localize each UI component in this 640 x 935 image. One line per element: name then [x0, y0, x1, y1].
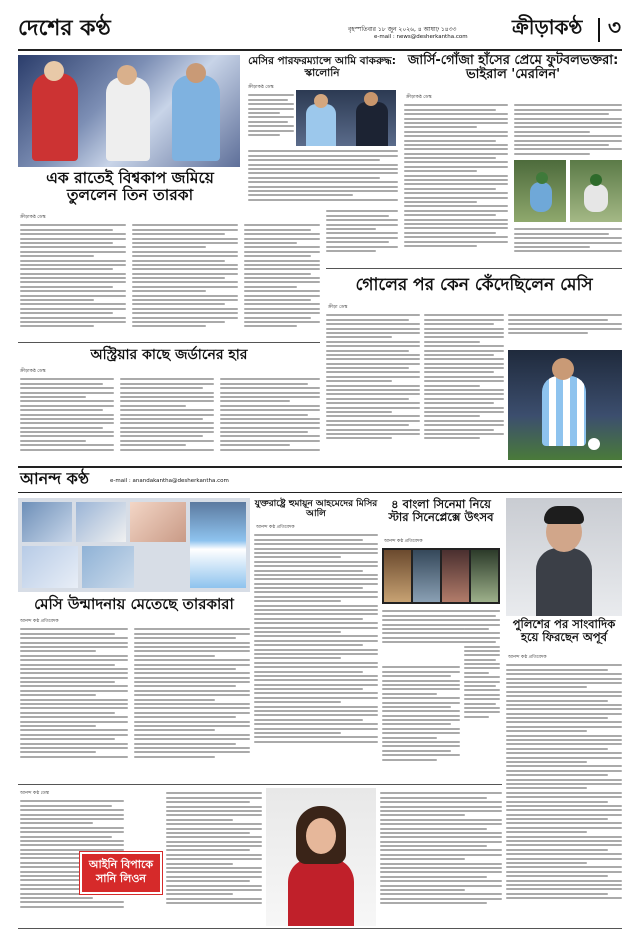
- ent-story5-photo: [266, 788, 376, 926]
- story5-body-col1: [20, 376, 114, 460]
- ent-story4-headline: পুলিশের পর সাংবাদিক হয়ে ফিরছেন অপূর্ব: [512, 617, 616, 644]
- story3-photo-1: [514, 160, 566, 222]
- ent-story1-photo: [18, 498, 250, 592]
- story4-headline: গোলের পর কেন কেঁদেছিলেন মেসি: [355, 275, 593, 295]
- story5-top-rule: [18, 342, 320, 343]
- story3-body-col3: [514, 226, 622, 264]
- ent-story1-body-col1: [20, 626, 128, 778]
- ent-story2-byline: আনন্দ কণ্ঠ প্রতিবেদক: [256, 525, 295, 530]
- ent-email: e-mail : anandakantha@desherkantha.com: [110, 478, 229, 484]
- story3-byline: ক্রীড়াকণ্ঠ ডেস্ক: [406, 95, 432, 100]
- story4-photo: [508, 350, 622, 460]
- ent-story3-byline: আনন্দ কণ্ঠ প্রতিবেদক: [384, 539, 423, 544]
- ent-top-rule: [18, 466, 622, 468]
- ent-story1-body-col2: [134, 626, 250, 778]
- page-number: ৩: [608, 15, 622, 39]
- header-rule: [18, 49, 622, 51]
- story4-body-col3: [508, 312, 622, 346]
- ent-story5-title: আইনি বিপাকে সানি লিওন: [88, 858, 154, 885]
- header-date: বৃহস্পতিবার ১৮ জুন ২০২৬, ৪ আষাঢ় ১৪৩৩: [348, 26, 457, 33]
- story3-photo-2: [570, 160, 622, 222]
- story5-body-col2: [120, 376, 214, 460]
- story4-body-col1: [326, 312, 420, 458]
- header-email: e-mail : news@desherkantha.com: [374, 34, 468, 40]
- story4-top-rule: [326, 268, 622, 269]
- ent-bottom-section-rule: [18, 784, 502, 785]
- ent-story4-body: [506, 662, 622, 924]
- ent-story1-headline: মেসি উন্মাদনায় মেতেছে তারকারা: [34, 595, 234, 613]
- ent-story3-body-col3: [464, 608, 500, 778]
- story2-headline: মেসির পারফরম্যান্সে আমি বাকরুদ্ধ: স্কালোনি: [248, 55, 396, 79]
- story2-byline: ক্রীড়াকণ্ঠ ডেস্ক: [248, 85, 274, 90]
- story3-body-col2: [514, 102, 622, 162]
- ent-story2-headline: যুক্তরাষ্ট্রে হুমায়ূন আহমেদের মিসির আলি: [254, 499, 378, 519]
- ent-story5-title-box: [80, 852, 162, 894]
- story2-photo: [296, 90, 396, 146]
- masthead-logo: দেশের কণ্ঠ: [18, 15, 111, 41]
- ent-bottom-rule: [18, 492, 622, 493]
- story1-byline: ক্রীড়াকণ্ঠ ডেস্ক: [20, 215, 46, 220]
- ent-story3-headline: ৪ বাংলা সিনেমা নিয়ে স্টার সিনেপ্লেক্সে উৎসব: [388, 497, 494, 524]
- story4-body-col2: [424, 312, 504, 458]
- story1-body-col3: [244, 222, 320, 338]
- header-divider: [598, 18, 600, 42]
- story1-body-col2: [132, 222, 238, 338]
- ent-section-title: আনন্দ কণ্ঠ: [20, 469, 89, 488]
- ent-story4-photo: [506, 498, 622, 616]
- story1-headline: এক রাতেই বিশ্বকাপ জমিয়ে তুললেন তিন তারকা: [46, 169, 214, 205]
- story4-byline: ক্রীড়া ডেস্ক: [328, 305, 348, 310]
- ent-story1-byline: আনন্দ কণ্ঠ প্রতিবেদক: [20, 619, 59, 624]
- ent-story2-body: [254, 532, 378, 778]
- ent-story5-body-col3: [380, 790, 502, 924]
- story5-body-col3: [220, 376, 320, 460]
- story2-body: [248, 148, 398, 208]
- story2-body-2: [326, 208, 398, 264]
- page-header: [18, 12, 622, 48]
- page-bottom-rule: [18, 928, 622, 929]
- story3-body-col1: [404, 102, 508, 262]
- ent-story3-posters: [382, 548, 500, 604]
- story5-headline: অস্ট্রিয়ার কাছে জর্ডানের হার: [90, 347, 248, 363]
- story1-body-col1: [20, 222, 126, 338]
- story1-photo: [18, 55, 240, 167]
- ent-story4-byline: আনন্দ কণ্ঠ প্রতিবেদক: [508, 655, 547, 660]
- story2-body-left: [248, 92, 294, 140]
- story3-headline: জার্সি-গোঁজা হাঁসের প্রেমে ফুটবলভক্তরা: ভাইরাল 'মেরলিন': [407, 53, 619, 83]
- story5-byline: ক্রীড়াকণ্ঠ ডেস্ক: [20, 369, 46, 374]
- ent-story5-byline: আনন্দ কণ্ঠ ডেস্ক: [20, 791, 50, 796]
- ent-story5-body-col2: [166, 790, 262, 924]
- ent-story3-body-col2: [382, 664, 460, 778]
- section-title: ক্রীড়াকণ্ঠ: [512, 15, 583, 39]
